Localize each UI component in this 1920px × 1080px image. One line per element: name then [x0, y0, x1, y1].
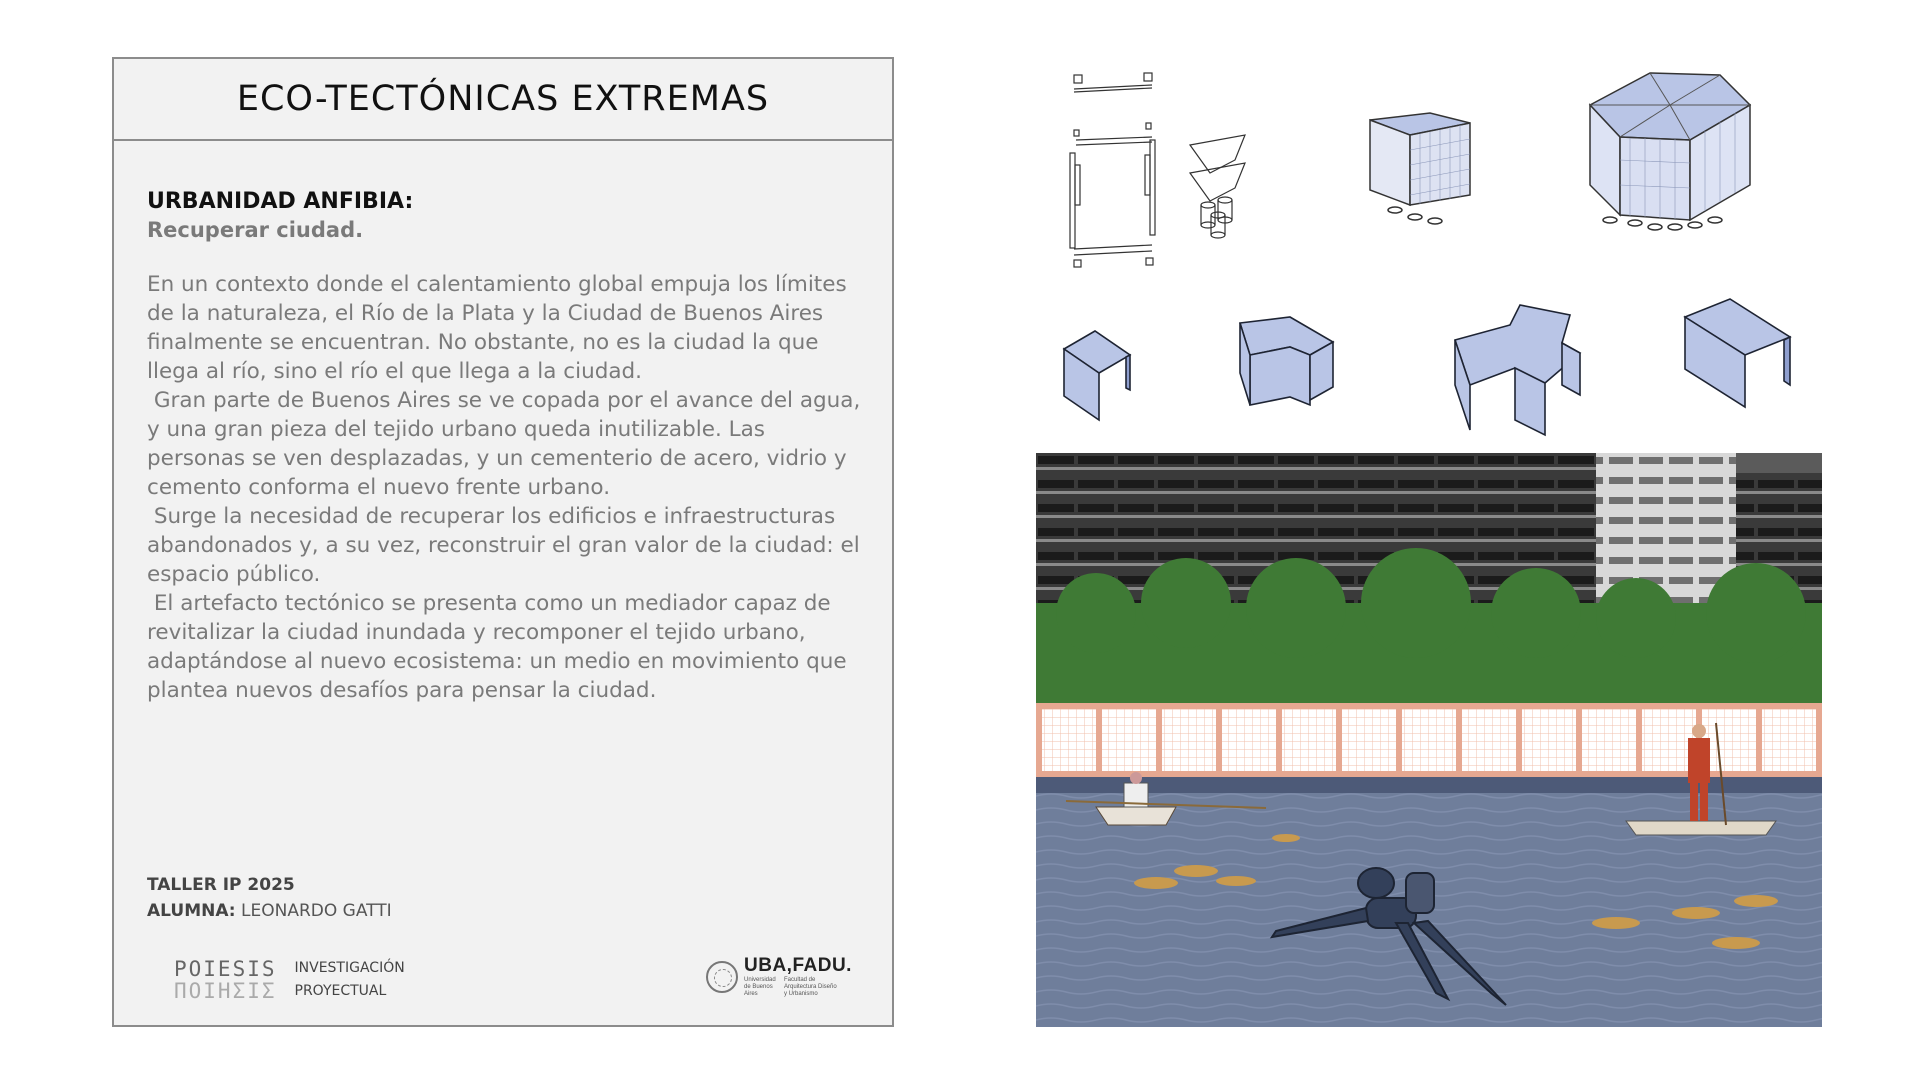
module-u-end — [1685, 299, 1790, 407]
poiesis-wordmark — [174, 958, 277, 1002]
uba-wordmark — [744, 955, 852, 998]
uba-main-text: UBA,FADU. — [744, 955, 852, 976]
uba-seal-icon — [706, 961, 738, 993]
module-u-corner — [1240, 317, 1333, 405]
section-subheading: Recuperar ciudad. — [147, 218, 364, 242]
uba-fadu-logo — [706, 955, 852, 998]
section-heading: URBANIDAD ANFIBIA: — [147, 189, 414, 214]
poiesis-logo — [174, 957, 405, 1003]
info-panel — [112, 57, 894, 1027]
flooded-city-collage — [1036, 453, 1822, 1027]
hexagonal-module-diagram — [1590, 73, 1750, 230]
poiesis-caption-line2: PROYECTUAL — [294, 983, 387, 999]
paragraph: Gran parte de Buenos Aires se ve copada por el avance del agua, y una gran pieza del tejido urbano queda inutilizable. Las personas se ven desplazadas, y un cementerio de acero, vidrio y cemento conforma el nuevo frente urbano. — [147, 388, 868, 500]
alumna-label: ALUMNA: — [147, 901, 236, 921]
module-u-straight — [1064, 331, 1130, 420]
paragraph: Surge la necesidad de recuperar los edificios e infraestructuras abandonados y, a su vez, reconstruir el gran valor de la ciudad: el espacio público. — [147, 504, 867, 587]
poiesis-caption-line1: INVESTIGACIÓN — [294, 960, 405, 976]
paragraph: En un contexto donde el calentamiento global empuja los límites de la naturaleza, el Río de la Plata y la Ciudad de Buenos Aires finalmente se encuentran. No obstante, no es la ciudad la que llega al río, sino el río el que llega a la ciudad. — [147, 272, 854, 384]
poiesis-caption — [295, 957, 405, 1003]
poiesis-line-latin: POIESIS — [174, 957, 277, 981]
uba-subtext — [744, 977, 852, 998]
uba-sub-faculty: Facultad de Arquitectura Diseño y Urbanismo — [784, 977, 837, 997]
project-title: ECO-TECTÓNICAS EXTREMAS — [114, 59, 892, 141]
description-paragraphs — [147, 270, 867, 705]
paragraph: El artefacto tectónico se presenta como un mediador capaz de revitalizar la ciudad inundada y recomponer el tejido urbano, adaptándose al nuevo ecosistema: un medio en movimiento que plantea nuevos desafíos para pensar la ciudad. — [147, 591, 854, 703]
taller-label: TALLER IP 2025 — [147, 875, 295, 895]
credits — [147, 872, 392, 924]
uba-sub-university: Universidad de Buenos Aires — [744, 977, 776, 997]
module-u-tee — [1455, 305, 1580, 435]
exploded-parts-diagram — [1070, 73, 1245, 267]
poiesis-line-greek: ΠOIHΣIΣ — [174, 979, 277, 1003]
alumna-name: LEONARDO GATTI — [241, 901, 392, 921]
project-description — [147, 189, 867, 705]
module-diagrams — [1050, 55, 1850, 445]
triangular-module-diagram — [1370, 113, 1470, 224]
